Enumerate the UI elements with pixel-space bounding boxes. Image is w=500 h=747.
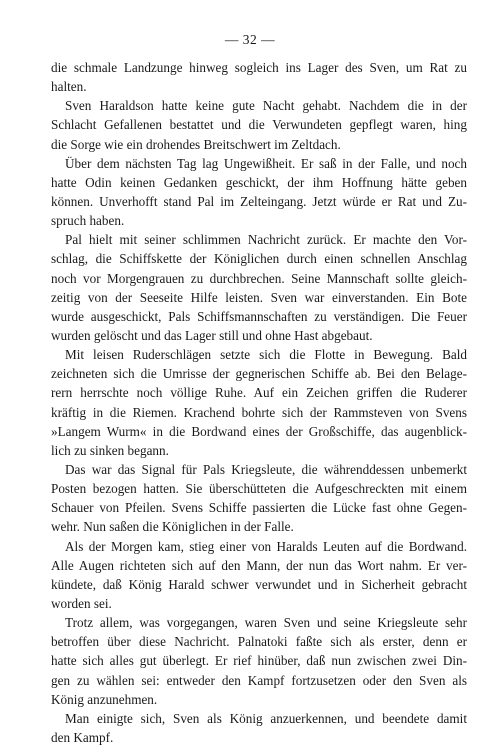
body-text <box>51 58 467 747</box>
text-line: Man einigte sich, Sven als König anzuerkennen, und beendete damit <box>65 710 467 726</box>
text-line: Trotz allem, was vorgegangen, waren Sven und seine Kriegsleute sehr <box>65 615 467 631</box>
text-line: Schlacht Gefallenen bestattet und die Verwundeten gepflegt waren, hing <box>51 117 467 133</box>
paragraph <box>51 58 467 96</box>
text-line: spruch haben. <box>51 213 125 229</box>
text-line: kündete, daß König Harald schwer verwundet und in Sicherheit gebracht <box>51 576 467 592</box>
text-line: gen zu wählen sei: entweder den Kampf fortzusetzen oder den Sven als <box>51 672 467 688</box>
text-line: zeitig von der Seeseite Hilfe leisten. Sven war einverstanden. Ein Bote <box>51 289 467 305</box>
text-line: worden sei. <box>51 595 112 611</box>
text-line: betroffen über diese Nachricht. Palnatoki faßte sich als erster, denn er <box>51 634 467 650</box>
text-line: Posten bezogen hatten. Sie überschütteten die Aufgeschreckten mit einem <box>51 481 467 497</box>
text-line: Als der Morgen kam, stieg einer von Haralds Leuten auf die Bordwand. <box>65 538 467 554</box>
text-line: lich zu sinken begann. <box>51 442 169 458</box>
text-line: können. Unverhofft stand Pal im Zelteingang. Jetzt würde er Rat und Zu- <box>51 193 467 209</box>
text-line: die Sorge wie ein drohendes Breitschwert im Zeltdach. <box>51 136 341 152</box>
text-line: hatte Odin keinen Gedanken geschickt, der ihm Hoffnung hätte geben <box>51 174 467 190</box>
text-line: Pal hielt mit seiner schlimmen Nachricht zurück. Er machte den Vor- <box>65 232 467 248</box>
paragraph <box>51 96 467 153</box>
paragraph <box>51 345 467 460</box>
paragraph <box>51 613 467 709</box>
text-line: »Langem Wurm« in die Bordwand eines der Großschiffe, das augenblick- <box>51 423 467 439</box>
paragraph <box>51 154 467 231</box>
text-line: Das war das Signal für Pals Kriegsleute, die währenddessen unbemerkt <box>65 461 467 477</box>
text-line: kräftig in die Riemen. Krachend bohrte sich der Rammsteven von Svens <box>51 404 467 420</box>
paragraph <box>51 709 467 747</box>
text-line: Schauer von Pfeilen. Svens Schiffe passierten die Lücke fast ohne Gegen- <box>51 500 467 516</box>
text-line: rern herrschte noch völlige Ruhe. Auf ein Zeichen griffen die Ruderer <box>51 385 467 401</box>
text-line: Alle Augen richteten sich auf den Mann, der nun das Wort nahm. Er ver- <box>51 557 467 573</box>
text-line: wurden gelöscht und das Lager still und ohne Hast abgebaut. <box>51 327 373 343</box>
text-line: den Kampf. <box>51 729 114 745</box>
text-line: Über dem nächsten Tag lag Ungewißheit. Er saß in der Falle, und noch <box>65 155 467 171</box>
paragraph <box>51 230 467 345</box>
text-line: Mit leisen Ruderschlägen setzte sich die Flotte in Bewegung. Bald <box>65 347 467 363</box>
text-line: die schmale Landzunge hinweg sogleich ins Lager des Sven, um Rat zu <box>51 60 467 75</box>
text-line: noch vor Morgengrauen zu durchbrechen. Seine Mannschaft sollte gleich- <box>51 270 467 286</box>
paragraph <box>51 537 467 614</box>
text-line: halten. <box>51 79 87 95</box>
text-line: zeichneten sich die Umrisse der gegnerischen Schiffe ab. Bei den Belage- <box>51 366 467 382</box>
text-line: König anzunehmen. <box>51 691 158 707</box>
text-line: wurde ausgeschickt, Pals Schiffsmannschaften zu verständigen. Die Feuer <box>51 308 467 324</box>
text-line: Sven Haraldson hatte keine gute Nacht gehabt. Nachdem die in der <box>65 98 467 114</box>
page-number: — 32 — <box>224 32 276 47</box>
paragraph <box>51 460 467 537</box>
text-line: schlag, die Schiffskette der Königlichen durch einen schnellen Anschlag <box>51 251 467 267</box>
text-line: wehr. Nun saßen die Königlichen in der Falle. <box>51 519 294 535</box>
text-line: hatte sich alles gut überlegt. Er rief hinüber, daß nun zwischen zwei Din- <box>51 653 467 669</box>
